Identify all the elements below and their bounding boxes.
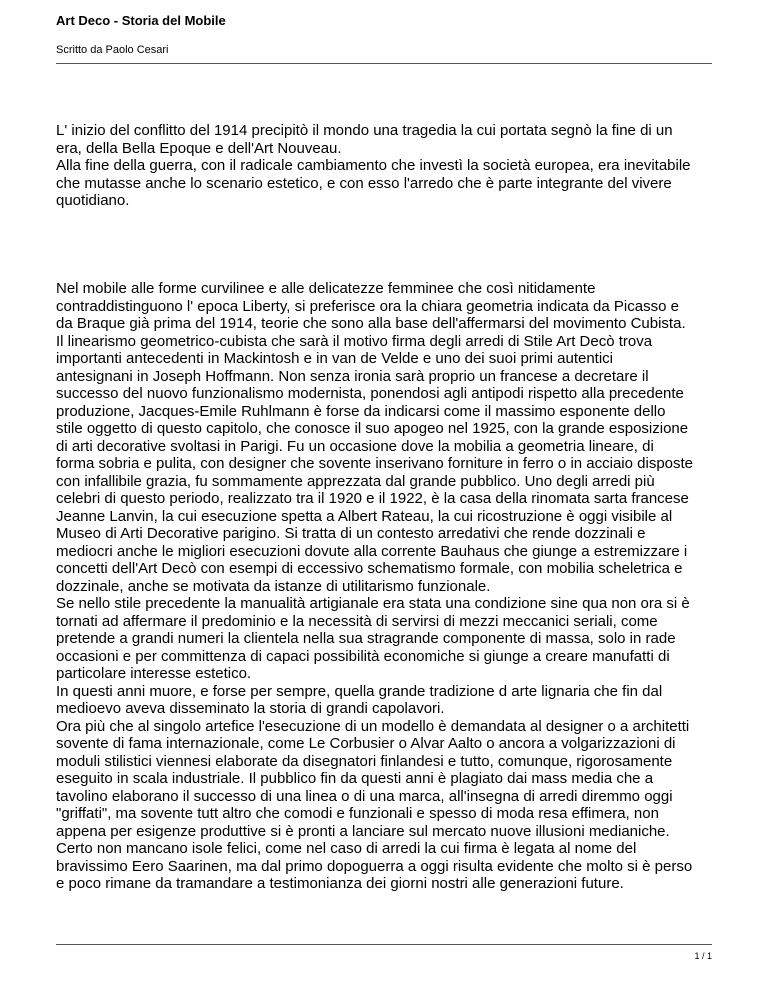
page-header: [56, 13, 712, 57]
header-divider: [56, 63, 712, 64]
intro-paragraph: L' inizio del conflitto del 1914 precipitò il mondo una tragedia la cui portata segnò la fine di un era, della Bella Epoque e dell'Art Nouveau. Alla fine della guerra, con il radicale cambiamento che investì la società europea, era inevitabile che mutasse anche lo scenario estetico, e con esso l'arredo che è parte integrante del vivere quotidiano.: [56, 122, 691, 209]
page-number: 1 / 1: [694, 951, 712, 961]
document-author: Scritto da Paolo Cesari: [56, 44, 169, 56]
main-paragraph: Nel mobile alle forme curvilinee e alle delicatezze femminee che così nitidamente contraddistinguono l' epoca Liberty, si preferisce ora la chiara geometria indicata da Picasso e da Braque già prima del 1914, teorie che sono alla base dell'affermarsi del movimento Cubista. Il linearismo geometrico-cubista che sarà il motivo firma degli arredi di Stile Art Decò trova importanti antecedenti in Mackintosh e in van de Velde e uno dei suoi primi autentici antesignani in Joseph Hoffmann. Non senza ironia sarà proprio un francese a decretare il successo del nuovo funzionalismo modernista, ponendosi agli antipodi rispetto alla precedente produzione, Jacques-Emile Ruhlmann è forse da indicarsi come il massimo esponente dello stile oggetto di questo capitolo, che conosce il suo apogeo nel 1925, con la grande esposizione di arti decorative svoltasi in Parigi. Fu un occasione dove la mobilia a geometria lineare, di forma sobria e pulita, con designer che sovente inserivano forniture in ferro o in acciaio disposte con infallibile grazia, fu sommamente apprezzata dal grande pubblico. Uno degli arredi più celebri di questo periodo, realizzato tra il 1920 e il 1922, è la casa della rinomata sarta francese Jeanne Lanvin, la cui esecuzione spetta a Albert Rateau, la cui ricostruzione è oggi visibile al Museo di Arti Decorative parigino. Si tratta di un contesto arredativi che rende dozzinali e mediocri anche le migliori esecuzioni dovute alla corrente Bauhaus che giunge a estremizzare i concetti dell'Art Decò con esempi di eccessivo schematismo formale, con mobilia scheletrica e dozzinale, anche se motivata da istanze di utilitarismo funzionale. Se nello stile precedente la manualità artigianale era stata una condizione sine qua non ora si è tornati ad affermare il predominio e la necessità di servirsi di mezzi meccanici seriali, come pretende a grandi numeri la clientela nella sua stragrande componente di massa, solo in rade occasioni e per committenza di capaci possibilità economiche si giunge a creare manufatti di particolare interesse estetico. In questi anni muore, e forse per sempre, quella grande tradizione d arte lignaria che fin dal medioevo aveva disseminato la storia di grandi capolavori. Ora più che al singolo artefice l'esecuzione di un modello è demandata al designer o a architetti sovente di fama internazionale, come Le Corbusier o Alvar Aalto o ancora a volgarizzazioni di moduli stilistici viennesi elaborate da disegnatori finlandesi e tutto, comunque, rigorosamente eseguito in scala industriale. Il pubblico fin da questi anni è plagiato dai mass media che a tavolino elaborano il successo di una linea o di una marca, all'insegna di arredi diremmo oggi "griffati", ma sovente tutt altro che comodi e funzionali e spesso di moda resa effimera, non appena per esigenze produttive si è pronti a lanciare sul mercato nuove illusioni medianiche. Certo non mancano isole felici, come nel caso di arredi la cui firma è legata al nome del bravissimo Eero Saarinen, ma dal primo dopoguerra a oggi risulta evidente che molto si è perso e poco rimane da tramandare a testimonianza dei giorni nostri alle generazioni future.: [56, 280, 694, 892]
footer-divider: [56, 944, 712, 945]
document-title: Art Deco - Storia del Mobile: [56, 13, 226, 28]
